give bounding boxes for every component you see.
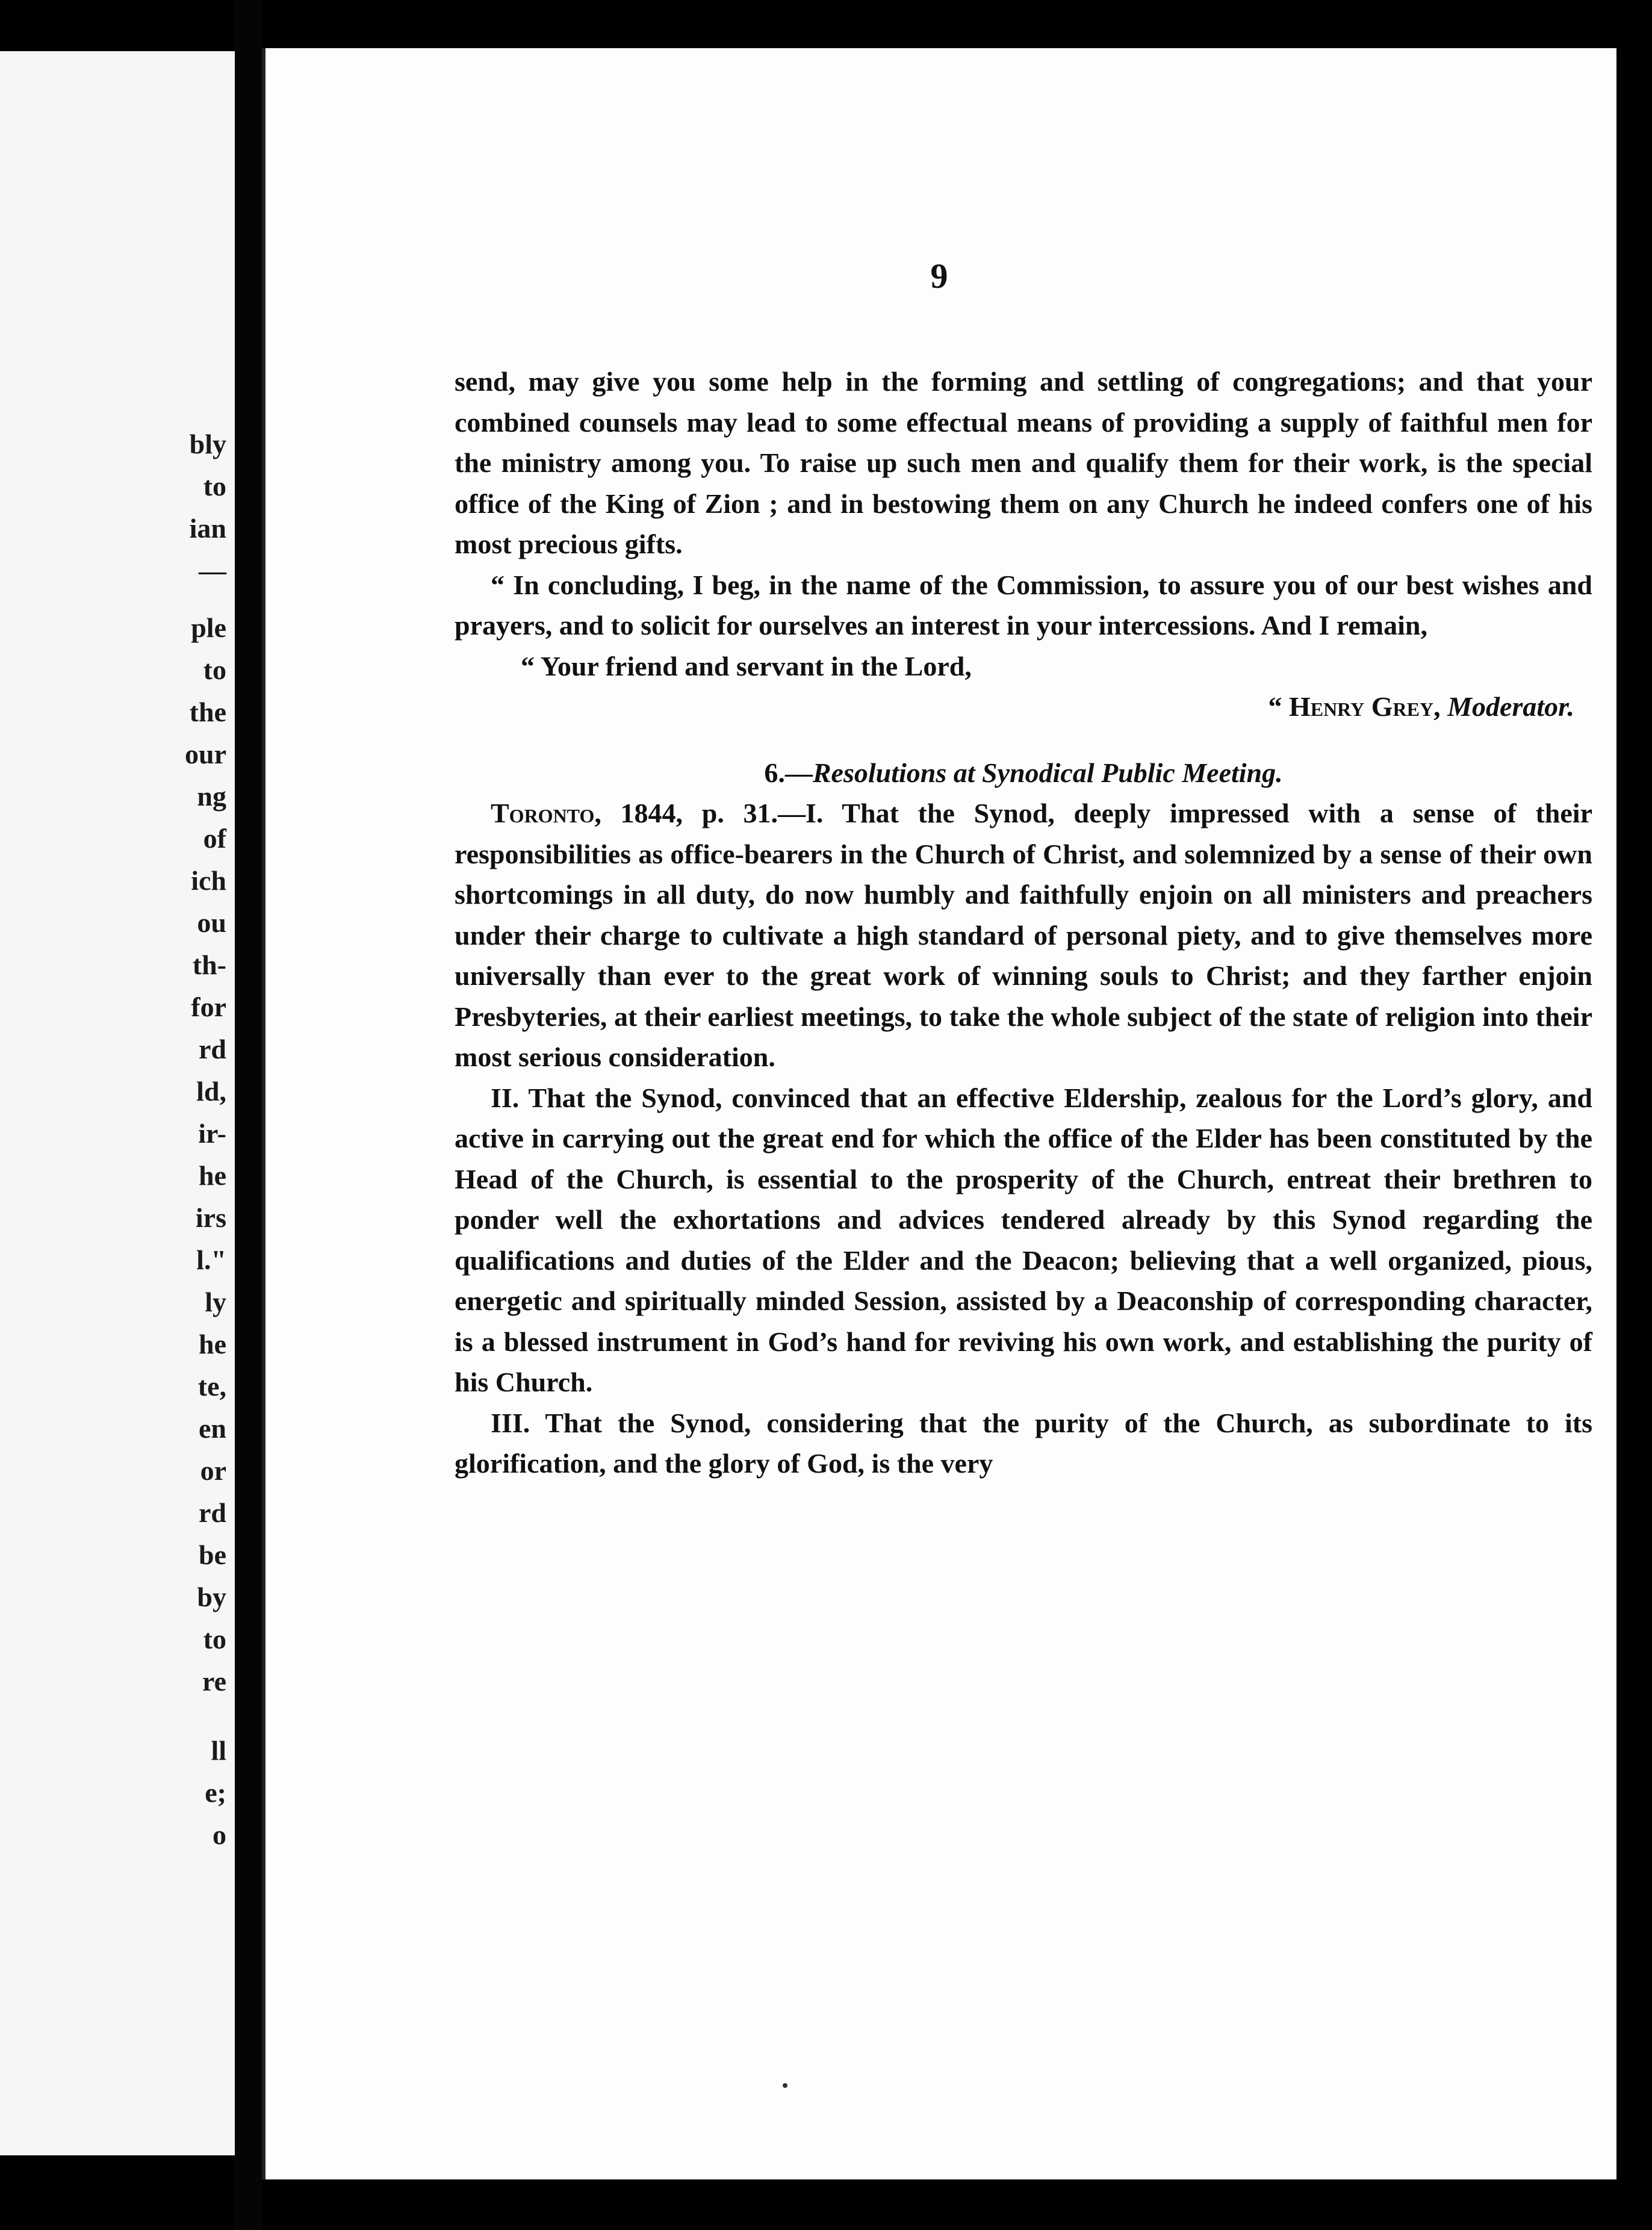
signature-title: Moderator. [1447,691,1574,722]
left-page-fragment: rd [199,1034,226,1064]
left-page-fragment: he [199,1160,226,1191]
left-page-fragment: of [203,823,226,854]
ink-speck [783,2083,787,2088]
left-page-fragment: be [199,1539,226,1570]
letter-signature [455,686,1592,727]
place-name: Toronto [491,798,595,828]
section-number: 6.— [764,757,813,788]
resolution-three: III. That the Synod, considering that the purity of the Church, as subordinate to its glorification, and the glory of God, is the very [455,1407,1592,1479]
paragraph-concluding: “ In concluding, I beg, in the name of the Commission, to assure you of our best wishes and prayers, and to solicit for ourselves an interest in your intercessions. And I remain, [455,569,1592,641]
left-page-fragment: ir- [198,1118,226,1149]
left-page-fragment: ple [191,612,226,643]
left-page-fragment: ich [191,865,226,896]
page-gutter [235,0,262,2230]
left-page-fragment: irs [195,1202,226,1233]
left-page-fragment: th- [192,949,226,980]
left-page-fragment: ly [205,1287,226,1317]
left-page-fragment: ian [189,513,226,544]
left-page-fragment: to [203,654,226,685]
left-page-fragment: rd [199,1497,226,1528]
body-text [455,361,1592,1484]
letter-closing: “ Your friend and servant in the Lord, [521,650,972,682]
left-page-fragment: ld, [196,1076,226,1107]
left-page-fragment: our [185,739,226,769]
resolution-two: II. That the Synod, convinced that an effective Eldership, zealous for the Lord’s glory, and active in carrying out the great end for which the office of the Elder has been constituted by the Head of the Church, is essential to the prosperity of the Church, entreat their brethren to ponder well the exhortations and advices tendered already by this Synod regarding the qualifications and duties of the Elder and the Deacon; believing that a well organized, pious, energetic and spiritually minded Session, assisted by a Deaconship of corresponding character, is a blessed instrument in God’s hand for reviving his own work, and establishing the purity of his Church. [455,1082,1592,1397]
left-page-fragment: or [200,1455,226,1486]
left-page-fragment: he [199,1329,226,1359]
left-page-fragment: the [189,697,226,727]
page-number: 9 [930,256,948,296]
signature-separator: , [1433,691,1448,722]
left-page-fragment: to [203,1624,226,1654]
signature-quote: “ [1268,691,1289,722]
left-page-fragment: ng [197,781,226,812]
left-page-fragment: — [199,555,226,586]
section-title: Resolutions at Synodical Public Meeting. [812,757,1283,788]
left-page-fragment: en [199,1413,226,1444]
resolution-one-text: , 1844, p. 31.—I. That the Synod, deeply impressed with a sense of their responsibilities as office-bearers in the Church of Christ, and solemnized by a sense of their own shortcomings in all duty, do now humbly and faithfully enjoin on all ministers and preachers under their charge to cultivate a high standard of personal piety, and to give themselves more universally than ever to the great work of winning souls to Christ; and they farther enjoin Presbyteries, at their earliest meetings, to take the whole subject of the state of religion into their most serious consideration. [455,798,1592,1072]
section-heading [455,753,1592,794]
left-page-fragment: to [203,471,226,502]
left-page-fragment: re [202,1666,226,1697]
resolution-one [455,793,1592,1078]
left-page-fragment: ll [211,1735,226,1766]
signature-name: Henry Grey [1288,691,1434,722]
left-page-fragment: bly [189,429,226,459]
left-page-fragment: e; [205,1777,226,1808]
left-page-fragment: l." [196,1244,226,1275]
right-page [262,48,1616,2179]
paragraph-continuation: send, may give you some help in the forming and settling of congregations; and that your combined counsels may lead to some effectual means of providing a supply of faithful men for the ministry among you. To raise up such men and qualify them for their work, is the special office of the King of Zion ; and in bestowing them on any Church he indeed confers one of his most precious gifts. [455,366,1592,559]
left-page-fragment: by [197,1582,226,1612]
left-page-edge [0,51,235,2155]
left-page-fragment: te, [197,1371,226,1402]
left-page-fragment: o [213,1819,226,1850]
left-page-fragment: for [191,992,226,1022]
left-page-fragment: ou [197,907,226,938]
